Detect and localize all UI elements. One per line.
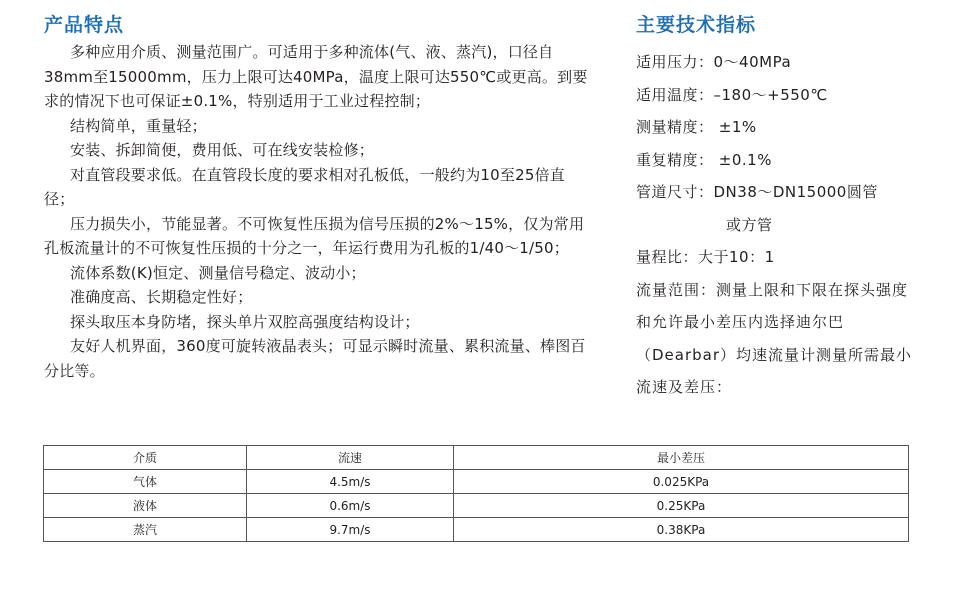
cell-medium: 液体 [44,494,247,518]
cell-velocity: 0.6m/s [247,494,454,518]
specs-section [636,12,936,404]
cell-min-dp: 0.25KPa [454,494,909,518]
table-row [44,470,909,494]
table-row [44,494,909,518]
column-header-min-dp: 最小差压 [454,446,909,470]
feature-paragraph: 对直管段要求低。在直管段长度的要求相对孔板低，一般约为10至25倍直径； [44,165,565,208]
features-section [44,12,589,383]
spec-pipe-size [636,176,936,241]
column-header-medium: 介质 [44,446,247,470]
feature-paragraph: 友好人机界面，360度可旋转液晶表头；可显示瞬时流量、累积流量、棒图百分比等。 [44,337,586,380]
column-header-velocity: 流速 [247,446,454,470]
feature-paragraph: 结构简单，重量轻； [70,116,207,135]
spec-accuracy: 测量精度： ±1% [636,118,757,136]
spec-repeatability: 重复精度： ±0.1% [636,150,772,169]
cell-velocity: 4.5m/s [247,470,454,494]
cell-min-dp: 0.38KPa [454,518,909,542]
cell-velocity: 9.7m/s [247,518,454,542]
cell-min-dp: 0.025KPa [454,470,909,494]
cell-medium: 气体 [44,470,247,494]
specs-list [636,46,936,404]
spec-range-ratio: 量程比：大于10：1 [636,248,775,266]
min-differential-pressure-table [43,445,909,542]
cell-medium: 蒸汽 [44,518,247,542]
table-header-row [44,446,909,470]
feature-paragraph: 多种应用介质、测量范围广。可适用于多种流体(气、液、蒸汽)，口径自38mm至15000mm，压力上限可达40MPa，温度上限可达550℃或更高。到要求的情况下也可保证±0.1%，特别适用于工业过程控制； [44,43,588,110]
features-list [44,40,589,383]
feature-paragraph: 压力损失小，节能显著。不可恢复性压损为信号压损的2%～15%，仅为常用孔板流量计的不可恢复性压损的十分之一，年运行费用为孔板的1/40～1/50； [44,214,585,257]
feature-paragraph: 流体系数(K)恒定、测量信号稳定、波动小； [70,263,366,282]
spec-flow-range: 流量范围：测量上限和下限在探头强度和允许最小差压内选择迪尔巴（Dearbar）均速流量计测量所需最小流速及差压： [636,280,913,396]
spec-pipe-size-line1: 管道尺寸：DN38～DN15000圆管 [636,183,878,201]
spec-pipe-size-line2: 或方管 [726,215,773,234]
spec-pressure: 适用压力：0～40MPa [636,53,792,71]
specs-heading: 主要技术指标 [636,14,757,36]
features-heading: 产品特点 [44,14,125,36]
feature-paragraph: 安装、拆卸简便，费用低、可在线安装检修； [70,141,375,159]
feature-paragraph: 准确度高、长期稳定性好； [70,288,253,306]
table-row [44,518,909,542]
spec-temperature: 适用温度：–180～+550℃ [636,85,828,104]
feature-paragraph: 探头取压本身防堵，探头单片双腔高强度结构设计； [70,312,420,331]
